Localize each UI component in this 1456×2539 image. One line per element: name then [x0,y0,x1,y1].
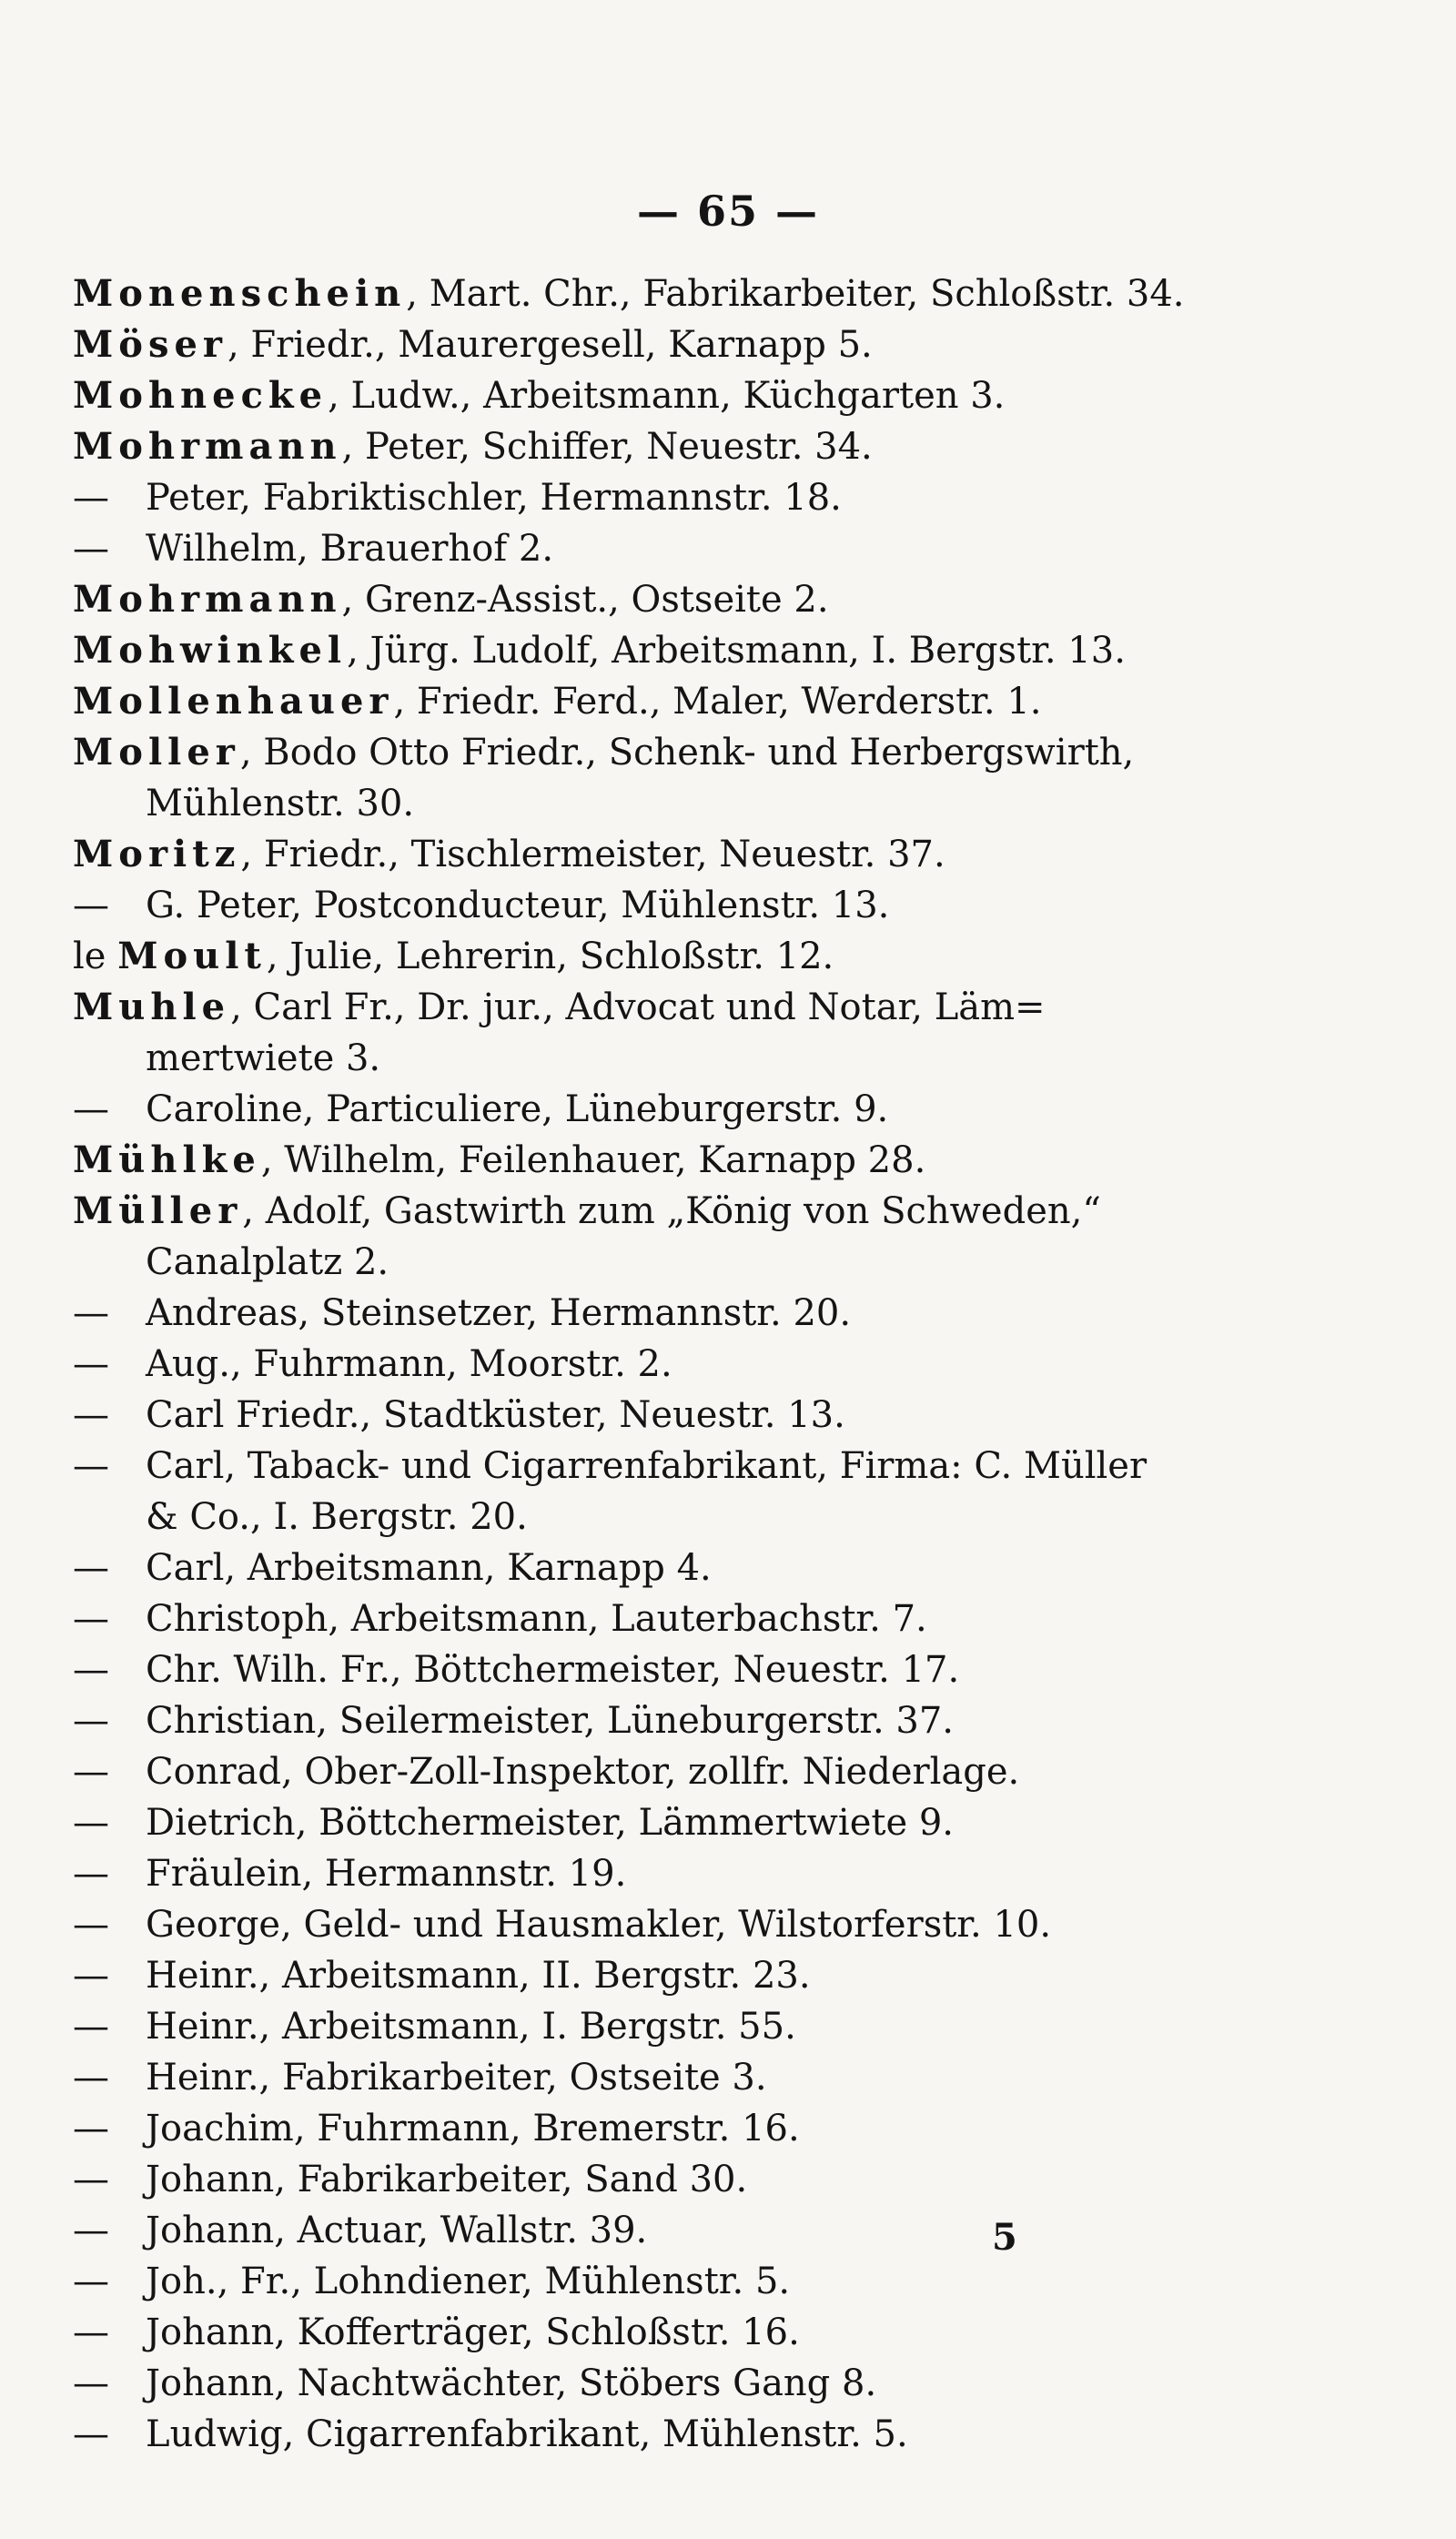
entry-details: , Friedr., Tischlermeister, Neuestr. 37. [240,834,945,875]
entry-details: Christoph, Arbeitsmann, Lauterbachstr. 7. [146,1598,927,1640]
ditto-dash: — [73,2413,109,2455]
ditto-dash: — [73,1853,109,1895]
entry-details: Johann, Fabrikarbeiter, Sand 30. [146,2159,748,2200]
ditto-dash: — [73,2311,109,2353]
entry-details: Caroline, Particuliere, Lüneburgerstr. 9. [146,1088,889,1130]
directory-entry [73,421,1165,472]
directory-entry [73,1746,1165,1797]
surname: Mohrmann [73,425,342,468]
entry-details: Carl Friedr., Stadtküster, Neuestr. 13. [146,1394,845,1436]
entry-details: Peter, Fabriktischler, Hermannstr. 18. [146,477,842,519]
entry-details: , Friedr. Ferd., Maler, Werderstr. 1. [393,681,1042,723]
entry-details: Ludwig, Cigarrenfabrikant, Mühlenstr. 5. [146,2413,908,2455]
ditto-dash: — [73,2108,109,2150]
entry-continuation: mertwiete 3. [146,1037,381,1079]
directory-entries [73,268,1185,2460]
directory-entry [73,472,1165,523]
directory-entry [73,1390,1165,1441]
directory-entry [73,880,1165,931]
directory-entry [73,2256,1165,2307]
directory-entry [73,829,1165,880]
directory-entry [73,676,1165,727]
ditto-dash: — [73,477,109,519]
entry-details: Chr. Wilh. Fr., Böttchermeister, Neuestr. 17. [146,1649,960,1691]
entry-continuation: Canalplatz 2. [146,1241,389,1283]
ditto-dash: — [73,885,109,926]
entry-details: Aug., Fuhrmann, Moorstr. 2. [146,1343,672,1385]
directory-entry [73,370,1165,421]
entry-details: Heinr., Fabrikarbeiter, Ostseite 3. [146,2057,767,2099]
directory-entry [73,1593,1165,1644]
directory-entry [73,2103,1165,2154]
surname: Mollenhauer [73,680,394,723]
directory-entry [73,1644,1165,1695]
directory-entry [73,1084,1165,1135]
ditto-dash: — [73,2362,109,2404]
ditto-dash: — [73,1904,109,1946]
surname: Mohnecke [73,374,329,417]
entry-details: , Jürg. Ludolf, Arbeitsmann, I. Bergstr. 13. [347,630,1126,672]
directory-entry [73,1288,1165,1339]
page-number: — 65 — [636,187,820,236]
surname: Moller [73,731,240,774]
directory-entry [73,1848,1165,1899]
entry-details: , Carl Fr., Dr. jur., Advocat und Notar, Läm= [230,986,1046,1028]
directory-entry [73,1339,1165,1390]
entry-details: Joh., Fr., Lohndiener, Mühlenstr. 5. [146,2261,791,2302]
directory-entry [73,625,1165,676]
ditto-dash: — [73,1292,109,1334]
ditto-dash: — [73,2261,109,2302]
name-prefix: le [73,936,118,977]
entry-continuation: & Co., I. Bergstr. 20. [146,1496,528,1538]
entry-details: , Adolf, Gastwirth zum „König von Schweden,“ [242,1190,1101,1232]
directory-entry [73,727,1165,829]
ditto-dash: — [73,1445,109,1487]
surname: Muhle [73,986,231,1028]
ditto-dash: — [73,1649,109,1691]
surname: Mühlke [73,1138,261,1181]
entry-details: Andreas, Steinsetzer, Hermannstr. 20. [146,1292,852,1334]
entry-details: , Ludw., Arbeitsmann, Küchgarten 3. [328,375,1006,417]
entry-details: Fräulein, Hermannstr. 19. [146,1853,627,1895]
entry-details: Dietrich, Böttchermeister, Lämmertwiete 9. [146,1802,954,1844]
ditto-dash: — [73,1598,109,1640]
surname: Mohrmann [73,578,342,621]
ditto-dash: — [73,2210,109,2251]
entry-details: , Julie, Lehrerin, Schloßstr. 12. [266,936,834,977]
entry-details: Wilhelm, Brauerhof 2. [146,528,554,570]
ditto-dash: — [73,2006,109,2048]
directory-entry [73,982,1165,1084]
ditto-dash: — [73,1088,109,1130]
entry-details: Johann, Kofferträger, Schloßstr. 16. [146,2311,800,2353]
surname: Mohwinkel [73,629,348,672]
surname: Monenschein [73,272,407,315]
surname: Moritz [73,833,241,875]
directory-entry [73,2052,1165,2103]
signature-mark: 5 [992,2216,1017,2259]
ditto-dash: — [73,528,109,570]
directory-entry [73,2154,1165,2205]
entry-details: , Grenz-Assist., Ostseite 2. [341,579,829,621]
entry-details: Joachim, Fuhrmann, Bremerstr. 16. [146,2108,800,2150]
directory-entry [73,574,1165,625]
ditto-dash: — [73,2057,109,2099]
ditto-dash: — [73,1802,109,1844]
directory-entry [73,268,1185,319]
entry-details: , Friedr., Maurergesell, Karnapp 5. [228,324,873,366]
ditto-dash: — [73,1700,109,1742]
entry-details: , Bodo Otto Friedr., Schenk- und Herbergswirth, [239,732,1135,774]
entry-details: Christian, Seilermeister, Lüneburgerstr. 37. [146,1700,955,1742]
directory-entry [73,523,1165,574]
surname: Moult [117,935,267,977]
entry-details: Conrad, Ober-Zoll-Inspektor, zollfr. Niederlage. [146,1751,1020,1793]
ditto-dash: — [73,2159,109,2200]
surname: Möser [73,323,228,366]
entry-details: Carl, Taback- und Cigarrenfabrikant, Firma: C. Müller [146,1445,1148,1487]
entry-details: George, Geld- und Hausmakler, Wilstorferstr. 10. [146,1904,1052,1946]
ditto-dash: — [73,1547,109,1589]
directory-entry [73,1695,1165,1746]
entry-details: Johann, Actuar, Wallstr. 39. [146,2210,648,2251]
surname: Müller [73,1189,243,1232]
entry-details: , Peter, Schiffer, Neuestr. 34. [341,426,873,468]
entry-details: Heinr., Arbeitsmann, II. Bergstr. 23. [146,1955,811,1997]
ditto-dash: — [73,1394,109,1436]
ditto-dash: — [73,1343,109,1385]
directory-entry [73,931,1165,982]
directory-entry [73,1543,1165,1593]
entry-details: Johann, Nachtwächter, Stöbers Gang 8. [146,2362,877,2404]
directory-entry [73,1441,1165,1543]
directory-entry [73,319,1165,370]
entry-details: G. Peter, Postconducteur, Mühlenstr. 13. [146,885,890,926]
directory-entry [73,1950,1165,2001]
directory-entry [73,2409,1165,2460]
directory-entry [73,1899,1165,1950]
entry-details: Carl, Arbeitsmann, Karnapp 4. [146,1547,712,1589]
entry-details: Heinr., Arbeitsmann, I. Bergstr. 55. [146,2006,796,2048]
ditto-dash: — [73,1955,109,1997]
ditto-dash: — [73,1751,109,1793]
directory-entry [73,2358,1165,2409]
entry-details: , Mart. Chr., Fabrikarbeiter, Schloßstr. 34. [406,273,1185,315]
directory-entry [73,1186,1165,1288]
directory-entry [73,2001,1165,2052]
directory-entry [73,2307,1165,2358]
entry-continuation: Mühlenstr. 30. [146,783,415,824]
directory-entry [73,1135,1165,1186]
directory-entry [73,1797,1165,1848]
entry-details: , Wilhelm, Feilenhauer, Karnapp 28. [260,1139,926,1181]
